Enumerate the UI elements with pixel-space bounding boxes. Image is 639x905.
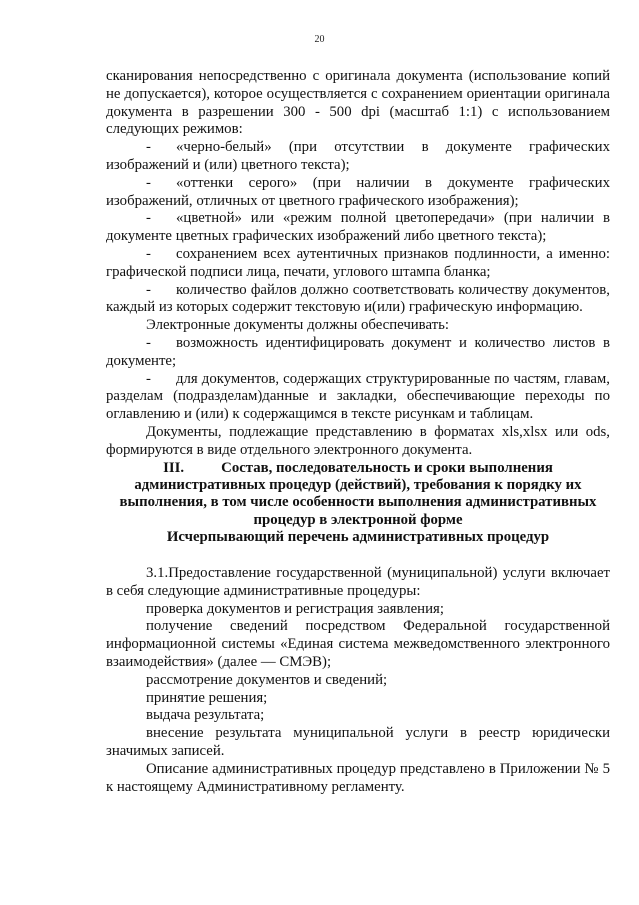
paragraph-scanning: сканирования непосредственно с оригинала документа (использование копий не допускается), которое осуществляется с сохранением ориентации оригинала документа в разрешении 300 - 500 dpi (масштаб 1:1) с использованием следующих режимов:	[106, 68, 610, 138]
list-item-e-docs: - возможность идентифицировать документ и количество листов в документе;	[106, 334, 610, 369]
list-item-procedure: получение сведений посредством Федеральной государственной информационной системы «Единая система межведомственного электронного взаимодействия» (далее — СМЭВ);	[106, 618, 610, 670]
section-subtitle: Исчерпывающий перечень административных процедур	[166, 529, 550, 546]
list-item-procedure: принятие решения;	[146, 689, 268, 706]
page-number: 20	[314, 34, 325, 45]
paragraph-closing: Описание административных процедур представлено в Приложении № 5 к настоящему Административному регламенту.	[106, 760, 610, 795]
list-item-mode: - количество файлов должно соответствовать количеству документов, каждый из которых содержит текстовую и(или) графическую информацию.	[106, 281, 610, 316]
list-item-procedure: внесение результата муниципальной услуги в реестр юридически значимых записей.	[106, 725, 610, 759]
list-item-procedure: выдача результата;	[146, 707, 265, 724]
paragraph-formats: Документы, подлежащие представлению в форматах xls,xlsx или ods, формируются в виде отдельного электронного документа.	[106, 423, 610, 458]
list-item-procedure: рассмотрение документов и сведений;	[146, 671, 388, 688]
spacer	[106, 547, 610, 565]
section-heading	[106, 460, 610, 530]
paragraph-e-docs-intro: Электронные документы должны обеспечивать:	[146, 317, 449, 334]
section-title: Состав, последовательность и сроки выполнения административных процедур (действий), требования к порядку их выполнения, в том числе особенности выполнения административных процедур в электронной форме	[119, 459, 597, 528]
document-body	[106, 68, 610, 796]
list-item-mode: - «черно-белый» (при отсутствии в документе графических изображений и (или) цветного текста);	[106, 139, 610, 173]
list-item-mode: - сохранением всех аутентичных признаков подлинности, а именно: графической подписи лица, печати, углового штампа бланка;	[106, 245, 610, 280]
section-number: III.	[163, 459, 185, 476]
list-item-mode: - «цветной» или «режим полной цветопередачи» (при наличии в документе цветных графических изображений либо цветного текста);	[106, 210, 610, 245]
list-item-mode: - «оттенки серого» (при наличии в документе графических изображений, отличных от цветного графического изображения);	[106, 174, 610, 209]
list-item-e-docs: - для документов, содержащих структурированные по частям, главам, разделам (подразделам)данные и закладки, обеспечивающие переходы по оглавлению и (или) к содержащимся в тексте рисункам и таблицам.	[106, 370, 610, 423]
paragraph-procedures-intro: 3.1.Предоставление государственной (муниципальной) услуги включает в себя следующие административные процедуры:	[106, 564, 610, 599]
list-item-procedure: проверка документов и регистрация заявления;	[146, 600, 444, 617]
